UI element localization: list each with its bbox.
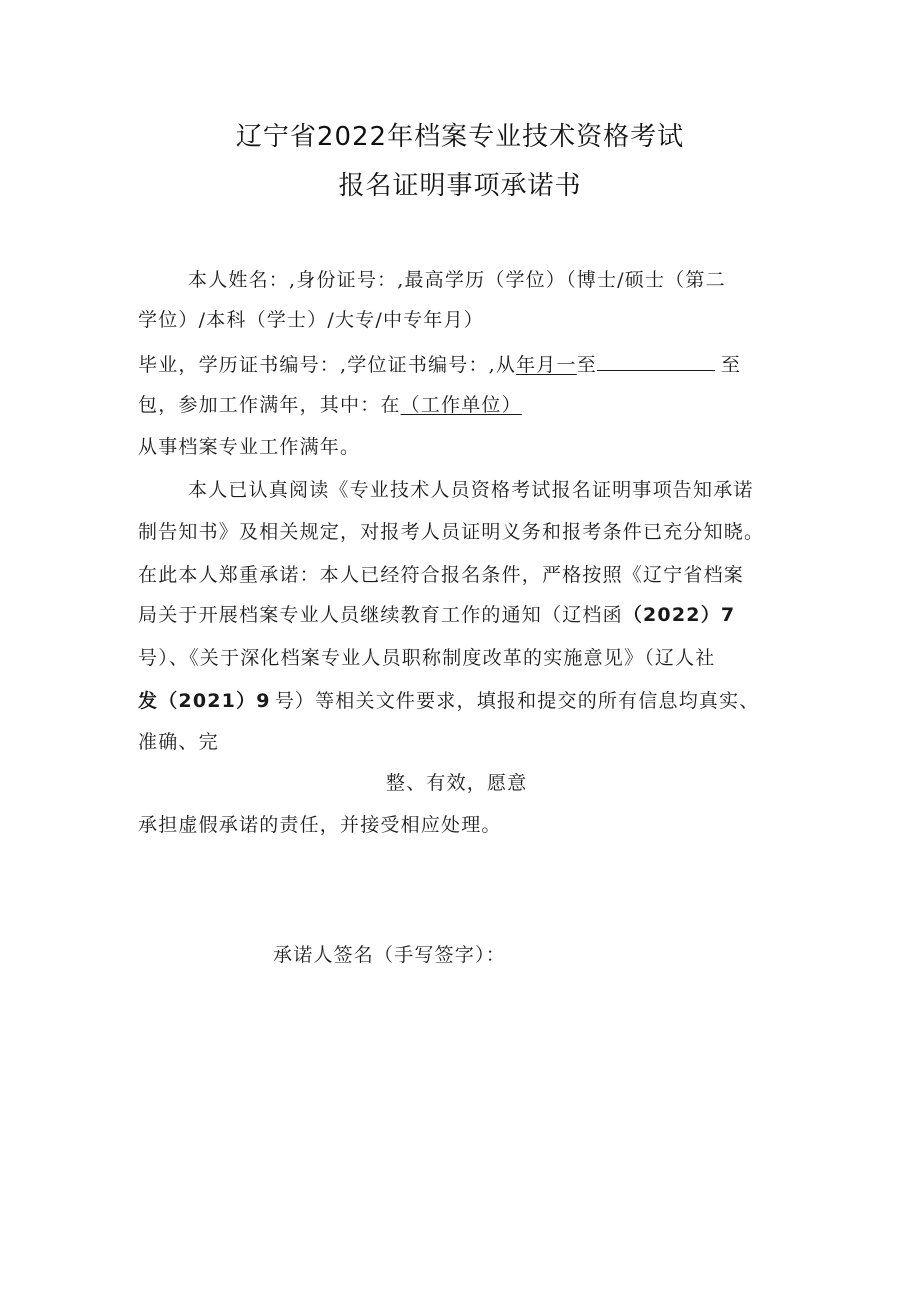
p2-line5: 号）、《关于深化档案专业人员职称制度改革的实施意见》（辽人社 <box>138 647 716 669</box>
document-number: 发（2021）9 <box>138 690 271 712</box>
p1-line5: 从事档案专业工作满年。 <box>138 436 361 458</box>
work-unit-field: （工作单位） <box>400 394 522 416</box>
p2-line4-text: 局关于开展档案专业人员继续教育工作的通知（辽档函 <box>138 604 623 626</box>
p2-line6 <box>138 686 760 713</box>
p2-line4 <box>138 600 735 627</box>
document-title-line2: 报名证明事项承诺书 <box>338 171 582 201</box>
p1-line3 <box>138 350 741 377</box>
p2-line8: 整、有效，愿意 <box>386 772 528 794</box>
p1-line3-text: 毕业，学历证书编号：,学位证书编号：,从 <box>138 354 517 376</box>
p1-line3-to2: 至 <box>720 354 742 376</box>
p1-line1: 本人姓名：,身份证号：,最高学历（学位）（博士/硕士（第二 <box>188 269 726 291</box>
p2-line2: 制告知书》及相关规定，对报考人员证明义务和报考条件已充分知晓。 <box>138 521 765 543</box>
p2-line1: 本人已认真阅读《专业技术人员资格考试报名证明事项告知承诺 <box>188 479 754 501</box>
p2-line7: 准确、完 <box>138 731 219 753</box>
date-range-field: 年月一 <box>516 354 577 376</box>
p2-line9: 承担虚假承诺的责任，并接受相应处理。 <box>138 814 502 836</box>
p1-line4-text: 包，参加工作满年，其中：在 <box>138 394 401 416</box>
document-title-line1: 辽宁省2022年档案专业技术资格考试 <box>235 122 685 152</box>
p2-line3: 在此本人郑重承诺：本人已经符合报名条件，严格按照《辽宁省档案 <box>138 564 745 586</box>
p2-line6-text: 号）等相关文件要求，填报和提交的所有信息均真实、 <box>274 690 760 712</box>
blank-line <box>597 354 715 371</box>
p1-line4 <box>138 390 522 417</box>
document-number: （2022）7 <box>622 604 736 626</box>
p1-line2: 学位）/本科（学士）/大专/中专年月） <box>138 309 485 331</box>
p1-line3-to: 至 <box>576 354 597 376</box>
signature-label: 承诺人签名（手写签字）： <box>273 944 506 966</box>
